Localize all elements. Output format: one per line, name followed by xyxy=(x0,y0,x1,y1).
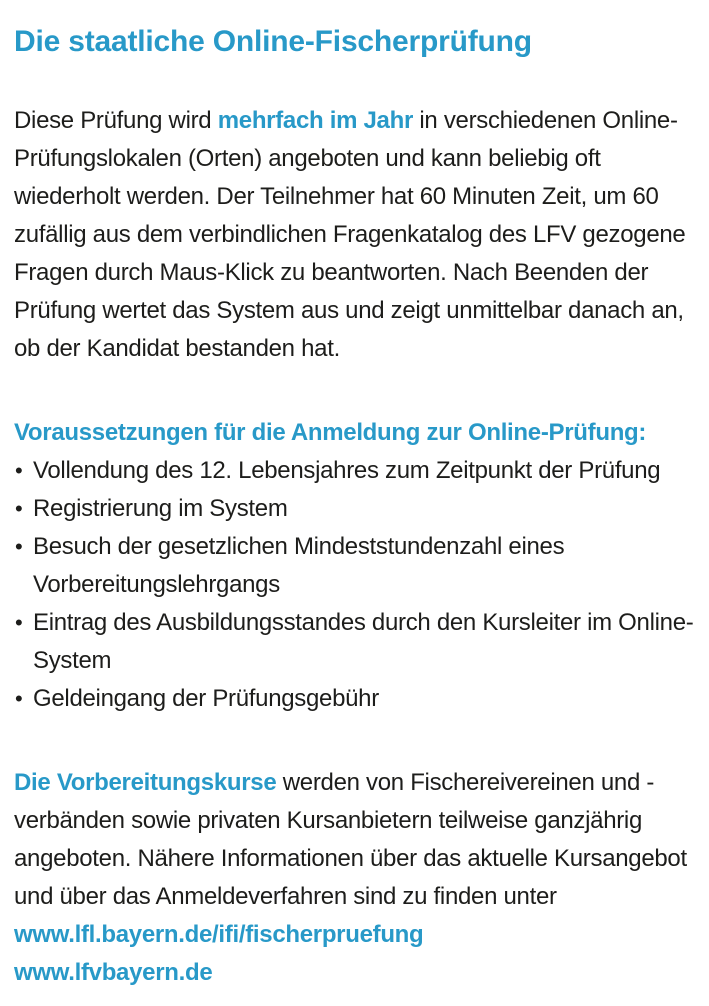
link-lfv-bayern[interactable]: www.lfvbayern.de xyxy=(14,959,213,986)
page-title: Die staatliche Online-Fischerprüfung xyxy=(14,25,532,58)
intro-paragraph xyxy=(14,102,699,368)
intro-highlight-mehrfach-im-jahr: mehrfach im Jahr xyxy=(217,107,414,134)
courses-highlight-vorbereitungskurse: Die Vorbereitungskurse xyxy=(14,769,277,796)
link-block xyxy=(14,916,699,992)
list-item: • Besuch der gesetzlichen Mindeststundenzahl eines Vorbereitungslehrgangs xyxy=(14,528,699,604)
courses-paragraph xyxy=(14,764,699,916)
list-item: • Eintrag des Ausbildungsstandes durch den Kursleiter im Online-System xyxy=(14,604,699,680)
intro-text-after: in verschiedenen Online-Prüfungslokalen (Orten) angeboten und kann beliebig oft wiederholt werden. Der Teilnehmer hat 60 Minuten Zeit, um 60 zufällig aus dem verbindlichen Fragenkatalog des LFV gezogene Fragen durch Maus-Klick zu beantworten. Nach Beenden der Prüfung wertet das System aus und zeigt unmittelbar danach an, ob der Kandidat bestanden hat. xyxy=(14,107,686,362)
requirements-list xyxy=(14,452,699,718)
requirements-heading: Voraussetzungen für die Anmeldung zur Online-Prüfung: xyxy=(14,419,647,446)
courses-text-after: werden von Fischereivereinen und -verbänden sowie privaten Kursanbietern teilweise ganzjährig angeboten. Nähere Informationen über das aktuelle Kursangebot und über das Anmeldeverfahren sind zu finden unter xyxy=(14,769,687,910)
list-item: • Vollendung des 12. Lebensjahres zum Zeitpunkt der Prüfung xyxy=(14,452,699,490)
intro-text-before: Diese Prüfung wird xyxy=(14,107,218,134)
list-item: • Geldeingang der Prüfungsgebühr xyxy=(14,680,699,718)
list-item: • Registrierung im System xyxy=(14,490,699,528)
link-lfl-bayern[interactable]: www.lfl.bayern.de/ifi/fischerpruefung xyxy=(14,921,424,948)
